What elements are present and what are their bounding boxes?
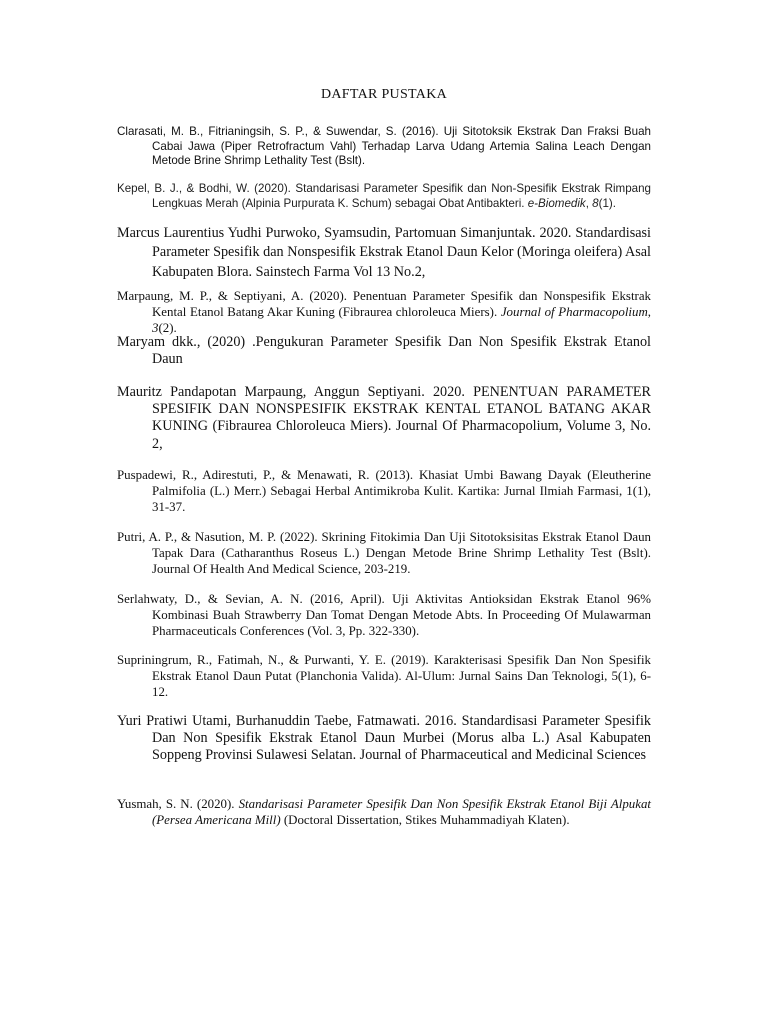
reference-entry [117, 181, 651, 211]
reference-separator: , [647, 305, 651, 320]
reference-entry [117, 334, 651, 368]
reference-issue: (2). [158, 321, 177, 336]
reference-entry [117, 224, 651, 282]
reference-entry [117, 652, 651, 700]
reference-entry [117, 713, 651, 765]
reference-entry [117, 467, 651, 515]
reference-publisher: (Doctoral Dissertation, Stikes Muhammadiyah Klaten). [280, 813, 570, 828]
reference-entry [117, 796, 651, 828]
reference-text: Puspadewi, R., Adirestuti, P., & Menawati, R. (2013). Khasiat Umbi Bawang Dayak (Eleutherine Palmifolia (L.) Merr.) Sebagai Herbal Antimikroba Kulit. Kartika: Jurnal Ilmiah Farmasi, 1(1), 31-37. [117, 468, 651, 515]
reference-issue: (1). [598, 197, 617, 211]
reference-text: Marcus Laurentius Yudhi Purwoko, Syamsudin, Partomuan Simanjuntak. 2020. Standardisasi Parameter Spesifik dan Nonspesifik Ekstrak Etanol Daun Kelor (Moringa oleifera) Asal Kabupaten Blora. Sainstech Farma Vol 13 No.2, [117, 225, 651, 280]
reference-text: Yusmah, S. N. (2020). [117, 797, 239, 811]
reference-text: Kepel, B. J., & Bodhi, W. (2020). Standarisasi Parameter Spesifik dan Non-Spesifik Ekstrak Rimpang Lengkuas Merah (Alpinia Purpurata K. Schum) sebagai Obat Antibakteri. [117, 182, 651, 211]
journal-name: e-Biomedik [527, 197, 586, 211]
reference-text: Putri, A. P., & Nasution, M. P. (2022). Skrining Fitokimia Dan Uji Sitotoksisitas Ekstrak Etanol Daun Tapak Dara (Catharanthus Roseus L.) Dengan Metode Brine Shrimp Lethality Test (Bslt). Journal Of Health And Medical Science, 203-219. [117, 530, 651, 577]
reference-separator: , [585, 197, 593, 211]
reference-text: Supriningrum, R., Fatimah, N., & Purwanti, Y. E. (2019). Karakterisasi Spesifik Dan Non Spesifik Ekstrak Etanol Daun Putat (Planchonia Valida). Al-Ulum: Jurnal Sains Dan Teknologi, 5(1), 6-12. [117, 653, 651, 700]
reference-text: Clarasati, M. B., Fitrianingsih, S. P., & Suwendar, S. (2016). Uji Sitotoksik Ekstrak Dan Fraksi Buah Cabai Jawa (Piper Retrofractum Vahl) Terhadap Larva Udang Artemia Salina Leach Dengan Metode Brine Shrimp Lethality Test (Bslt). [117, 125, 651, 168]
journal-volume: 3 [152, 321, 159, 336]
reference-text: Marpaung, M. P., & Septiyani, A. (2020). Penentuan Parameter Spesifik dan Nonspesifik Ekstrak Kental Etanol Batang Akar Kuning (Fibraurea chloroleuca Miers). [117, 289, 651, 320]
journal-volume: 8 [592, 197, 599, 211]
journal-name: Journal of Pharmacopolium [500, 305, 648, 320]
reference-entry [117, 591, 651, 639]
reference-entry [117, 288, 651, 336]
thesis-title: Standarisasi Parameter Spesifik Dan Non Spesifik Ekstrak Etanol Biji Alpukat (Persea Americana Mill) [152, 797, 651, 828]
reference-entry [117, 384, 651, 453]
reference-text: Maryam dkk., (2020) .Pengukuran Parameter Spesifik Dan Non Spesifik Ekstrak Etanol Daun [117, 334, 651, 368]
reference-text: Yuri Pratiwi Utami, Burhanuddin Taebe, Fatmawati. 2016. Standardisasi Parameter Spesifik Dan Non Spesifik Ekstrak Etanol Daun Murbei (Morus alba L.) Asal Kabupaten Soppeng Provinsi Sulawesi Selatan. Journal of Pharmaceutical and Medicinal Sciences [117, 713, 651, 764]
reference-entry [117, 125, 651, 169]
reference-text: Serlahwaty, D., & Sevian, A. N. (2016, April). Uji Aktivitas Antioksidan Ekstrak Etanol 96% Kombinasi Buah Strawberry Dan Tomat Dengan Metode Abts. In Proceeding Of Mulawarman Pharmaceuticals Conferences (Vol. 3, Pp. 322-330). [117, 592, 651, 639]
page-title: DAFTAR PUSTAKA [320, 87, 448, 102]
reference-entry [117, 529, 651, 577]
reference-text: Mauritz Pandapotan Marpaung, Anggun Septiyani. 2020. PENENTUAN PARAMETER SPESIFIK DAN NONSPESIFIK EKSTRAK KENTAL ETANOL BATANG AKAR KUNING (Fibraurea Chloroleuca Miers). Journal Of Pharmacopolium, Volume 3, No. 2, [117, 384, 651, 452]
